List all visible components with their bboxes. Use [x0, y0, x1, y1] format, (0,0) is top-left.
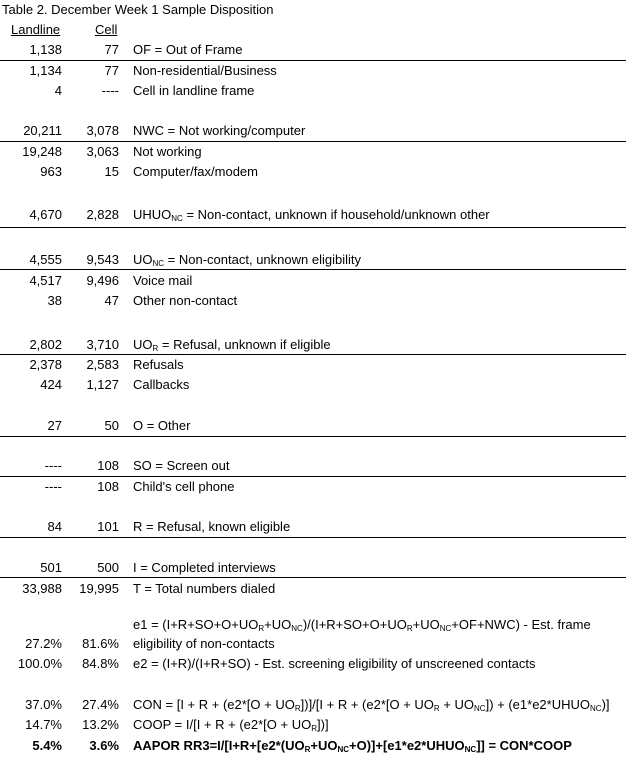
- landline-value: 4,517: [29, 273, 62, 288]
- divider: [0, 354, 626, 355]
- row-label: Computer/fax/modem: [133, 164, 258, 179]
- table-title: Table 2. December Week 1 Sample Disposition: [2, 2, 274, 17]
- cell-value: 50: [104, 418, 119, 433]
- row-label: NWC = Not working/computer: [133, 123, 306, 138]
- divider: [0, 227, 626, 228]
- landline-value: 4: [54, 83, 62, 98]
- row-label: R = Refusal, known eligible: [133, 519, 291, 534]
- divider: [0, 537, 626, 538]
- row-label: Child's cell phone: [133, 479, 235, 494]
- landline-value: ----: [44, 458, 62, 473]
- row-label: Not working: [133, 144, 202, 159]
- formula-text-line2: eligibility of non-contacts: [133, 636, 275, 651]
- divider: [0, 476, 626, 477]
- landline-value: 19,248: [22, 144, 62, 159]
- formula-text: COOP = $I/[I + R + (e2*[O + UO_R])]$: [133, 717, 329, 733]
- divider: [0, 141, 626, 142]
- cell-value: 2,828: [86, 207, 119, 222]
- cell-value: 81.6%: [82, 636, 119, 651]
- divider: [0, 436, 626, 437]
- landline-value: 1,134: [29, 63, 62, 78]
- row-label: Non-residential/Business: [133, 63, 277, 78]
- divider: [0, 577, 626, 578]
- formula-text: CON = $[I + R + (e2*[O + UO_R])]/[I + R + (e2*[O + UO_R + UO_{NC}])$ + $(e1*e2*UHUO_{NC})$]: [133, 697, 610, 713]
- cell-value: 19,995: [79, 581, 119, 596]
- row-label: $UHUO_{NC}$ = Non-contact, unknown if household/unknown other: [133, 207, 490, 223]
- landline-value: 14.7%: [25, 717, 62, 732]
- cell-value: 1,127: [86, 377, 119, 392]
- row-label: I = Completed interviews: [133, 560, 276, 575]
- cell-value: 84.8%: [82, 656, 119, 671]
- cell-value: 108: [97, 479, 119, 494]
- landline-value: 38: [47, 293, 62, 308]
- divider: [0, 60, 626, 61]
- landline-value: 100.0%: [17, 656, 62, 671]
- formula-text: e2 = (I+R)/(I+R+SO) - Est. screening eligibility of unscreened contacts: [133, 656, 536, 671]
- landline-value: 37.0%: [25, 697, 62, 712]
- row-label: $UO_{NC}$ = Non-contact, unknown eligibility: [133, 252, 361, 268]
- cell-value: 13.2%: [82, 717, 119, 732]
- landline-value: 4,670: [29, 207, 62, 222]
- row-label: OF = Out of Frame: [133, 42, 243, 57]
- landline-value: 4,555: [29, 252, 62, 267]
- cell-value: 3.6%: [89, 738, 119, 753]
- header-landline: Landline: [11, 22, 61, 37]
- cell-value: 77: [104, 42, 119, 57]
- row-label: O = Other: [133, 418, 191, 433]
- cell-value: ----: [101, 83, 119, 98]
- cell-value: 9,496: [86, 273, 119, 288]
- landline-value: 2,378: [29, 357, 62, 372]
- cell-value: 27.4%: [82, 697, 119, 712]
- cell-value: 15: [104, 164, 119, 179]
- landline-value: 27: [47, 418, 62, 433]
- row-label: $UO_R$ = Refusal, unknown if eligible: [133, 337, 331, 353]
- landline-value: 5.4%: [32, 738, 62, 753]
- row-label: Cell in landline frame: [133, 83, 255, 98]
- row-label: Voice mail: [133, 273, 193, 288]
- row-label: Refusals: [133, 357, 184, 372]
- landline-value: 2,802: [29, 337, 62, 352]
- formula-text: AAPOR $RR3=I/[I+R+[e2*(UO_R+UO_{NC}+O)]+[e1*e2*UHUO_{NC}]]$ = CON*COOP: [133, 738, 572, 754]
- row-label: Callbacks: [133, 377, 190, 392]
- cell-value: 500: [97, 560, 119, 575]
- header-cell: Cell: [95, 22, 118, 37]
- cell-value: 101: [97, 519, 119, 534]
- landline-value: 1,138: [29, 42, 62, 57]
- row-label: Other non-contact: [133, 293, 238, 308]
- landline-value: 20,211: [23, 123, 62, 138]
- cell-value: 2,583: [86, 357, 119, 372]
- cell-value: 9,543: [86, 252, 119, 267]
- cell-value: 47: [104, 293, 119, 308]
- cell-value: 3,710: [86, 337, 119, 352]
- cell-value: 108: [97, 458, 119, 473]
- landline-value: 33,988: [22, 581, 62, 596]
- landline-value: 27.2%: [25, 636, 62, 651]
- row-label: SO = Screen out: [133, 458, 230, 473]
- divider: [0, 269, 626, 270]
- landline-value: 963: [40, 164, 62, 179]
- cell-value: 77: [104, 63, 119, 78]
- formula-text: $e1 = (I+R+SO+O+UO_R+UO_{NC})/(I+R+SO+O+UO_R+UO_{NC}+OF+NWC)$ - Est. frame: [133, 617, 591, 633]
- landline-value: 424: [40, 377, 62, 392]
- landline-value: 501: [40, 560, 62, 575]
- cell-value: 3,078: [86, 123, 119, 138]
- landline-value: ----: [44, 479, 62, 494]
- landline-value: 84: [47, 519, 62, 534]
- row-label: T = Total numbers dialed: [133, 581, 276, 596]
- cell-value: 3,063: [86, 144, 119, 159]
